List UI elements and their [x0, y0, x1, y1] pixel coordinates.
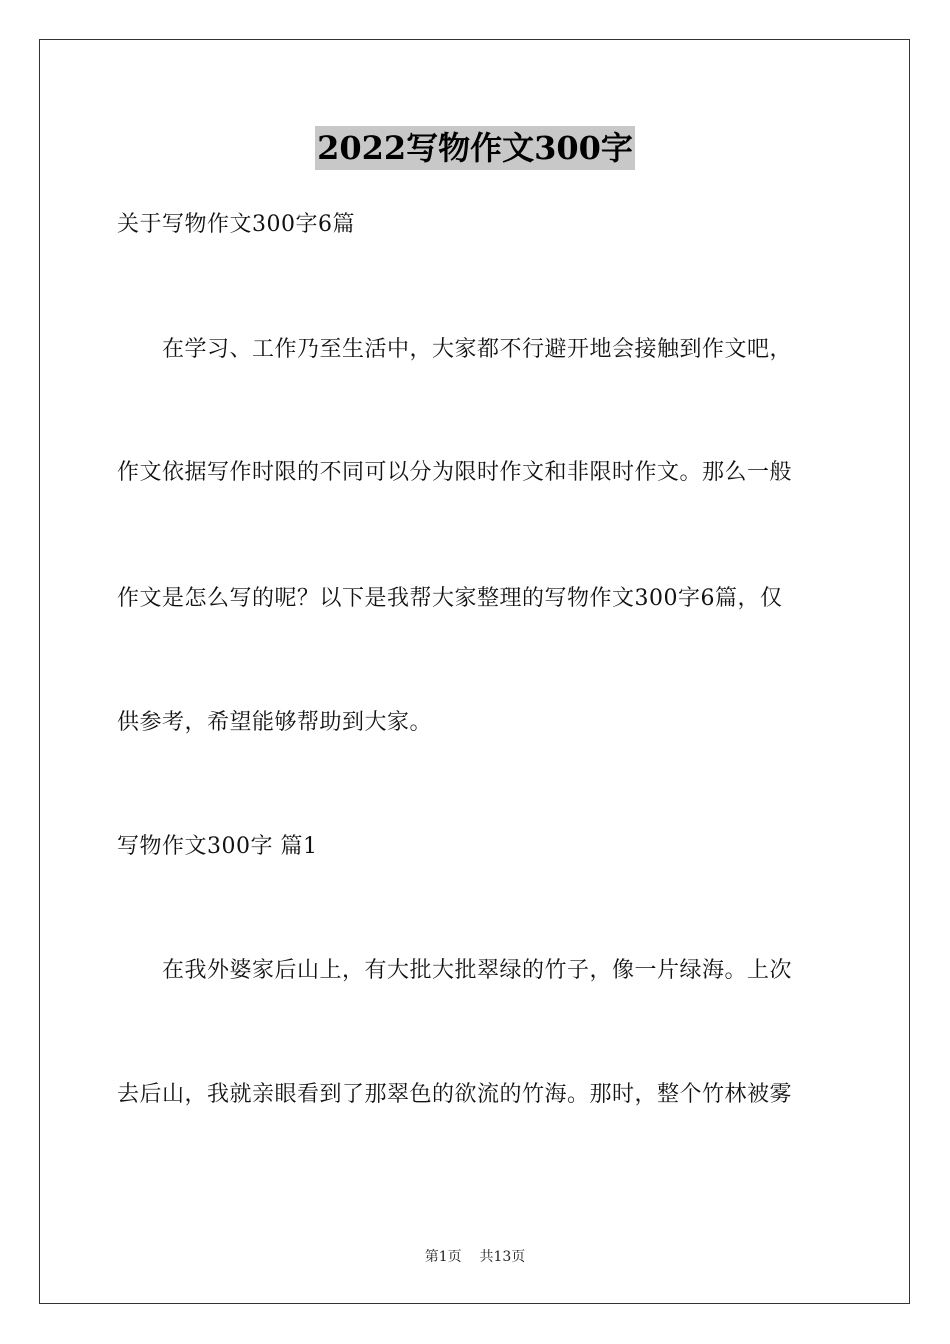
intro-line-3: 作文是怎么写的呢？以下是我帮大家整理的写物作文300字6篇，仅 — [117, 586, 783, 611]
title-container — [0, 126, 950, 170]
section-line-2: 去后山，我就亲眼看到了那翠色的欲流的竹海。那时，整个竹林被雾 — [117, 1082, 793, 1107]
page-total: 共13页 — [479, 1249, 526, 1265]
page-number: 第1页 — [424, 1249, 462, 1265]
intro-line-1: 在学习、工作乃至生活中，大家都不行避开地会接触到作文吧， — [117, 337, 793, 362]
section-heading: 写物作文300字 篇1 — [117, 834, 318, 859]
document-subtitle: 关于写物作文300字6篇 — [117, 212, 355, 237]
document-title: 2022写物作文300字 — [315, 126, 635, 170]
page-footer — [0, 1247, 950, 1267]
intro-line-2: 作文依据写作时限的不同可以分为限时作文和非限时作文。那么一般 — [117, 460, 793, 485]
section-line-1: 在我外婆家后山上，有大批大批翠绿的竹子，像一片绿海。上次 — [117, 958, 793, 983]
intro-line-4: 供参考，希望能够帮助到大家。 — [117, 710, 433, 735]
